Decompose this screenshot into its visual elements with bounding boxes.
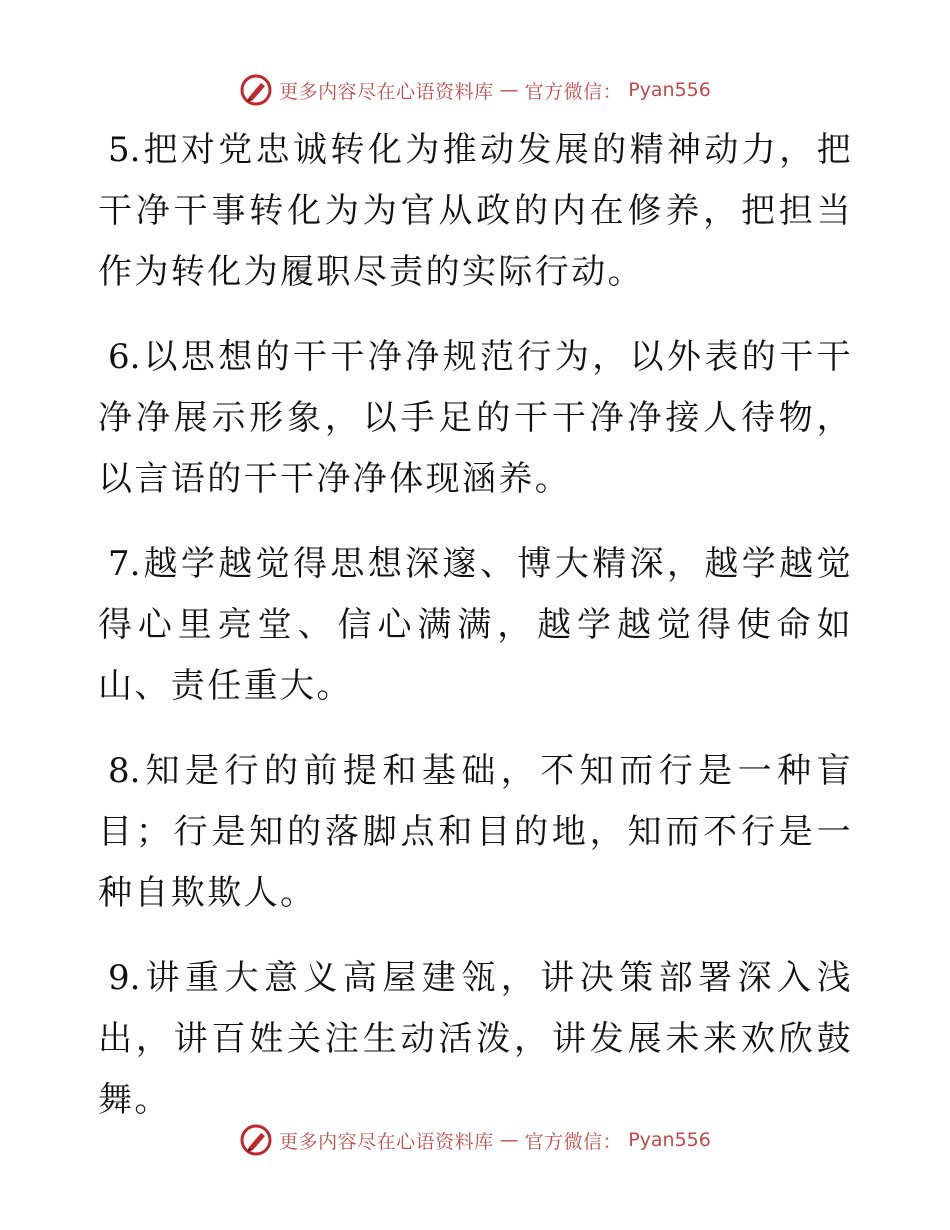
paragraph-number: 9. <box>108 958 141 998</box>
wechat-label: 官方微信： <box>524 80 623 103</box>
paragraph-number: 6. <box>108 337 141 377</box>
paragraph-text: 知是行的前提和基础，不知而行是一种盲目；行是知的落脚点和目的地，知而不行是一种自欺欺人。 <box>98 751 853 913</box>
paragraph-7 <box>98 534 853 717</box>
paragraph-number: 8. <box>108 751 141 791</box>
paragraph-6 <box>98 327 853 510</box>
banner-dash: — <box>499 79 519 101</box>
wechat-id: Pyan556 <box>628 79 711 101</box>
wechat-label: 官方微信： <box>524 1130 623 1153</box>
banner-dash: — <box>499 1129 519 1151</box>
paragraph-5 <box>98 120 853 303</box>
paragraph-text: 把对党忠诚转化为推动发展的精神动力，把干净干事转化为为官从政的内在修养，把担当作为转化为履职尽责的实际行动。 <box>98 130 853 292</box>
paragraph-number: 5. <box>108 130 141 170</box>
paragraph-9 <box>98 948 853 1131</box>
paragraph-number: 7. <box>108 544 141 584</box>
site-name-text: 更多内容尽在心语资料库 <box>279 1130 494 1153</box>
paragraph-text: 讲重大意义高屋建瓴，讲决策部署深入浅出，讲百姓关注生动活泼，讲发展未来欢欣鼓舞。 <box>98 958 853 1120</box>
paragraph-8 <box>98 741 853 924</box>
pen-logo-icon <box>239 1123 273 1157</box>
paragraph-text: 以思想的干干净净规范行为，以外表的干干净净展示形象，以手足的干干净净接人待物，以言语的干干净净体现涵养。 <box>98 337 853 499</box>
wechat-id: Pyan556 <box>628 1129 711 1151</box>
footer-banner <box>0 1122 950 1158</box>
paragraph-text: 越学越觉得思想深邃、博大精深，越学越觉得心里亮堂、信心满满，越学越觉得使命如山、责任重大。 <box>98 544 853 706</box>
site-name-text: 更多内容尽在心语资料库 <box>279 80 494 103</box>
document-body <box>98 120 853 1155</box>
pen-logo-icon <box>239 73 273 107</box>
header-banner <box>0 72 950 108</box>
